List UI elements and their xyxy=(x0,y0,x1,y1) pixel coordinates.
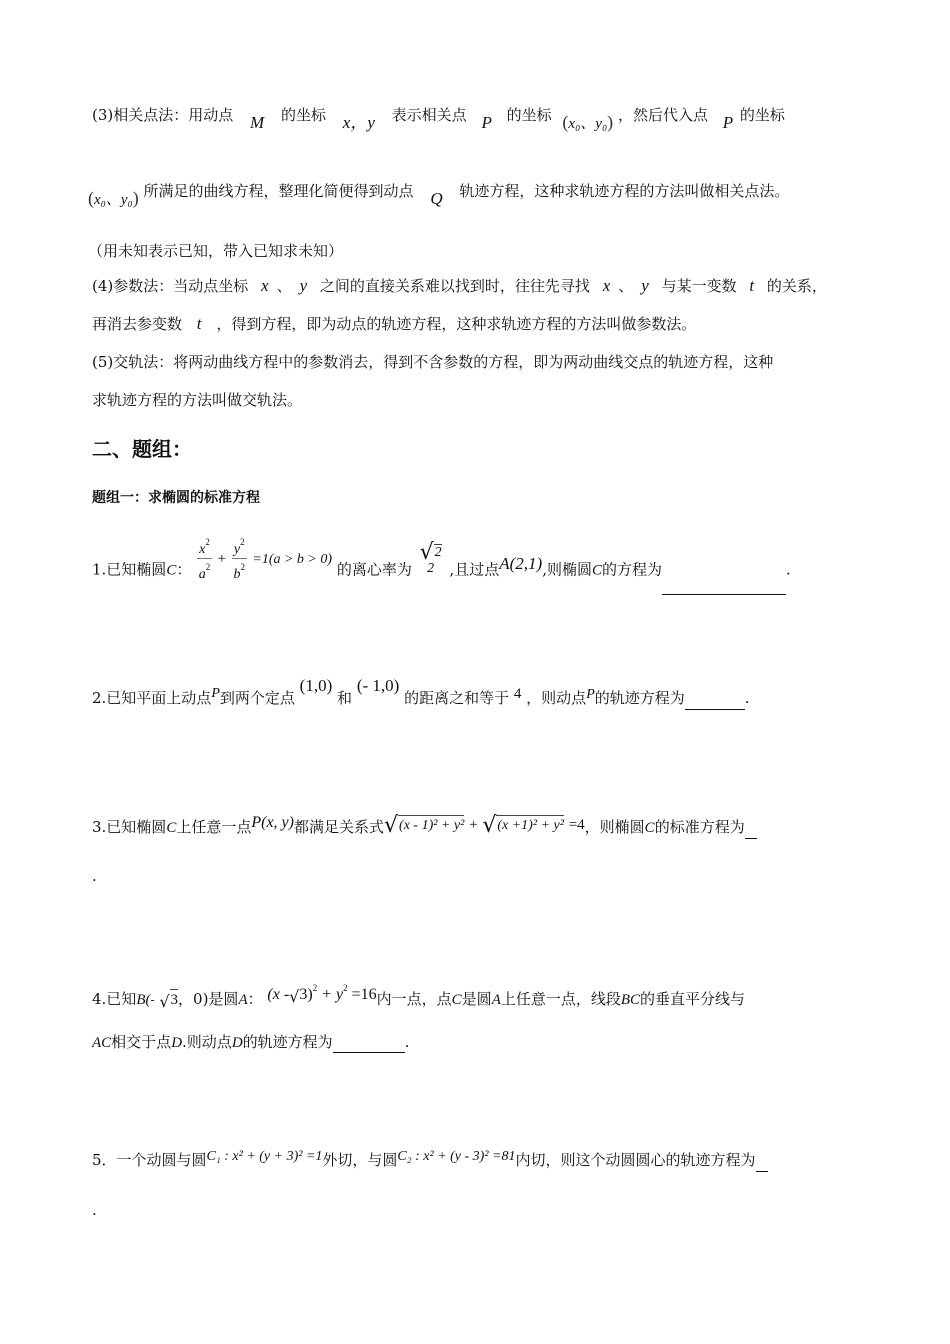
method3-then: ，然后代入点 xyxy=(617,106,708,124)
q4-text-h: .则动点 xyxy=(182,1033,232,1051)
q4-text-e: 上任意一点，线段 xyxy=(500,990,621,1008)
var-xy: x，y xyxy=(342,113,375,132)
q2-var-P: P xyxy=(211,686,220,701)
q2-text-a: 2.已知平面上动点 xyxy=(92,689,212,707)
var-y: y xyxy=(299,276,308,295)
q1-text-b: 的离心率为 xyxy=(336,560,412,579)
method3-satisfy: 所满足的曲线方程，整理化简便得到动点 xyxy=(143,182,414,200)
q4-text-d: 是圆 xyxy=(461,990,492,1008)
q4-eq-b: 3) xyxy=(299,986,313,1003)
method3-represent: 表示相关点 xyxy=(391,106,467,124)
q4-equation: (x $-√3)^2 + y^2 =16$ xyxy=(267,983,377,1006)
answer-blank-3[interactable] xyxy=(745,822,757,839)
q1-var-C2: C xyxy=(591,562,602,579)
q1-condition: =1(a > b > 0) xyxy=(252,551,333,567)
q2-point-2: (- 1,0) xyxy=(356,676,400,695)
q4-text-a: 4.已知 xyxy=(92,990,137,1008)
q2-text-e: 的轨迹方程为 xyxy=(594,689,685,707)
q3-var-C: C xyxy=(166,820,177,836)
method3-label: (3)相关点法：用动点 xyxy=(92,106,234,124)
q3-radicand-2: (x +1)² + y² xyxy=(496,815,564,836)
method4-text-d: 的关系， xyxy=(766,277,827,295)
method4-line2 xyxy=(92,314,696,334)
q1-text-d: ,则椭圆 xyxy=(542,560,592,579)
var-M: M xyxy=(250,113,265,132)
var-P2: P xyxy=(722,113,734,132)
sep: 、 xyxy=(276,277,292,295)
var-x: x xyxy=(261,276,269,295)
q4-var-AC: AC xyxy=(92,1035,112,1051)
question-2 xyxy=(92,676,750,710)
question-5 xyxy=(92,1150,768,1172)
method3-of-coords2: 的坐标 xyxy=(506,106,552,124)
q1-var-C: C xyxy=(166,562,177,579)
q4-end: . xyxy=(404,1033,410,1051)
q1-text-e: 的方程为 xyxy=(601,560,662,579)
q3-var-C2: C xyxy=(644,820,655,836)
q3-text-c: 都满足关系式 xyxy=(293,818,384,836)
q4-text-f: 的垂直平分线与 xyxy=(640,990,746,1008)
q5-text-c: 内切，则这个动圆圆心的轨迹方程为 xyxy=(515,1151,756,1169)
var-P: P xyxy=(481,113,492,132)
q4-text-b: ，0)是圆 xyxy=(178,990,239,1008)
q4-var-A: A xyxy=(238,992,248,1008)
answer-blank-1[interactable] xyxy=(662,578,786,595)
q2-and: 和 xyxy=(337,689,353,707)
q3-end: . xyxy=(92,867,97,885)
q4-neg: - xyxy=(150,993,155,1007)
coord-x0y0: (x₀、y₀) xyxy=(562,112,614,132)
var-Q: Q xyxy=(430,189,443,208)
question-4-line1: 4.已知B(- √3，0)是圆A： (x $-√3)^2 + y^2 =16$内一点，点C是圆A上任意一点，线段BC的垂直平分线与 xyxy=(92,983,746,1011)
method3-note: （用未知表示已知，带入已知求未知） xyxy=(88,242,344,260)
q2-point-1: (1,0) xyxy=(299,676,333,695)
method4-text-f: ，得到方程，即为动点的轨迹方程，这种求轨迹方程的方法叫做参数法。 xyxy=(216,315,697,333)
q3-point: P(x, y) xyxy=(251,814,294,831)
q1-text-c: ,且过点 xyxy=(449,560,500,579)
method5-line2: 求轨迹方程的方法叫做交轨法。 xyxy=(92,391,303,409)
q4-sqrt3: 3 xyxy=(170,989,179,1010)
section-title: 二、题组： xyxy=(92,437,192,461)
q1-text-a: 1.已知椭圆 xyxy=(92,560,167,579)
q4-text-i: 的轨迹方程为 xyxy=(242,1033,333,1051)
q4-var-D: D xyxy=(171,1035,183,1051)
method3-line1 xyxy=(92,104,785,132)
group1-title: 题组一：求椭圆的标准方程 xyxy=(92,490,260,506)
q2-text-c: 的距离之和等于 xyxy=(404,689,510,707)
method4-text-b: 之间的直接关系难以找到时，往往先寻找 xyxy=(319,277,590,295)
q2-var-P2: P xyxy=(586,687,595,702)
fraction-y2-b2: $\frac{y^2}{b^2}$ xyxy=(232,534,247,583)
q3-text-e: 的标准方程为 xyxy=(654,818,745,836)
answer-blank-5[interactable] xyxy=(756,1155,768,1172)
q3-eq: =4 xyxy=(568,817,585,833)
q2-four: 4 xyxy=(513,686,522,702)
q5-circle-1: C₁ : x² + (y + 3)² =1 xyxy=(206,1149,323,1164)
question-3 xyxy=(92,813,757,839)
sqrt2-radicand: 2 xyxy=(434,545,442,560)
q5-text-b: 外切，与圆 xyxy=(322,1151,398,1169)
method3-of-coords: 的坐标 xyxy=(280,106,326,124)
q1-colon: ： xyxy=(176,560,192,579)
q4-eq-c: + y xyxy=(321,986,344,1003)
var-x2: x xyxy=(602,276,611,295)
q3-plus: + xyxy=(469,817,478,833)
sep2: 、 xyxy=(618,277,634,295)
fraction-sqrt2-2: √2 2 xyxy=(419,540,442,576)
q4-eq-a: (x - xyxy=(267,986,290,1003)
question-1: 1.已知椭圆C： $\frac{x^2}{a^2}$ + $\frac{y^2}{b^2}$ =1(a > b > 0) 的离心率为 √2 2 ,且过点A(2,1),则椭圆C的方程为 . xyxy=(92,546,791,595)
q5-circle-2: C₂ : x² + (y - 3)² =81 xyxy=(397,1149,516,1164)
q4-eq-d: =16 xyxy=(351,986,377,1003)
q1-point-A: A(2,1) xyxy=(499,553,543,573)
denominator-2: 2 xyxy=(427,561,435,576)
method5-line1: (5)交轨法：将两动曲线方程中的参数消去，得到不含参数的方程，即为两动曲线交点的轨迹方程，这种 xyxy=(92,353,774,371)
q3-text-d: ，则椭圆 xyxy=(584,818,645,836)
answer-blank-4[interactable] xyxy=(333,1036,405,1053)
method3-rest: 轨迹方程，这种求轨迹方程的方法叫做相关点法。 xyxy=(459,182,790,200)
fraction-x2-a2: $\frac{x^2}{a^2}$ xyxy=(197,534,212,583)
q2-text-b: 到两个定点 xyxy=(219,689,295,707)
q3-text-a: 3.已知椭圆 xyxy=(92,818,167,836)
q2-end: . xyxy=(744,689,750,707)
coord-x0y0-text: x₀、y₀ xyxy=(568,116,608,132)
method3-line2 xyxy=(88,180,790,208)
var-y2: y xyxy=(641,276,649,295)
coord-x0y0-2-text: x₀、y₀ xyxy=(94,192,133,208)
q4-colon: ： xyxy=(247,990,263,1008)
method4-text-c: 与某一变数 xyxy=(661,277,737,295)
q4-var-B: B( xyxy=(136,992,151,1008)
q2-text-d: ，则动点 xyxy=(526,689,587,707)
question-4-line2 xyxy=(92,1032,409,1053)
var-t2: t xyxy=(196,314,202,333)
q4-text-g: 相交于点 xyxy=(111,1033,172,1051)
q3-radicand-1: (x - 1)² + y² xyxy=(398,815,464,836)
q4-var-A2: A xyxy=(491,992,501,1008)
method4-line1 xyxy=(92,276,827,296)
method4-text-a: (4)参数法：当动点坐标 xyxy=(92,277,249,295)
q4-var-D2: D xyxy=(231,1035,243,1051)
method3-of-coords3: 的坐标 xyxy=(739,106,785,124)
q4-var-C: C xyxy=(451,992,462,1008)
answer-blank-2[interactable] xyxy=(685,693,745,710)
q3-sqrt-1: √(x - 1)² + y² xyxy=(384,813,465,838)
var-t: t xyxy=(749,276,755,295)
q5-end: . xyxy=(92,1201,97,1219)
q3-text-b: 上任意一点 xyxy=(176,818,252,836)
coord-x0y0-2: (x₀、y₀) xyxy=(88,188,139,208)
q3-sqrt-2: √(x +1)² + y² xyxy=(482,813,564,838)
q1-end: . xyxy=(786,560,791,579)
q4-text-c: 内一点，点 xyxy=(376,990,452,1008)
q5-text-a: 5．一个动圆与圆 xyxy=(92,1151,207,1169)
method4-text-e: 再消去参变数 xyxy=(92,315,183,333)
q4-var-BC: BC xyxy=(620,992,641,1008)
